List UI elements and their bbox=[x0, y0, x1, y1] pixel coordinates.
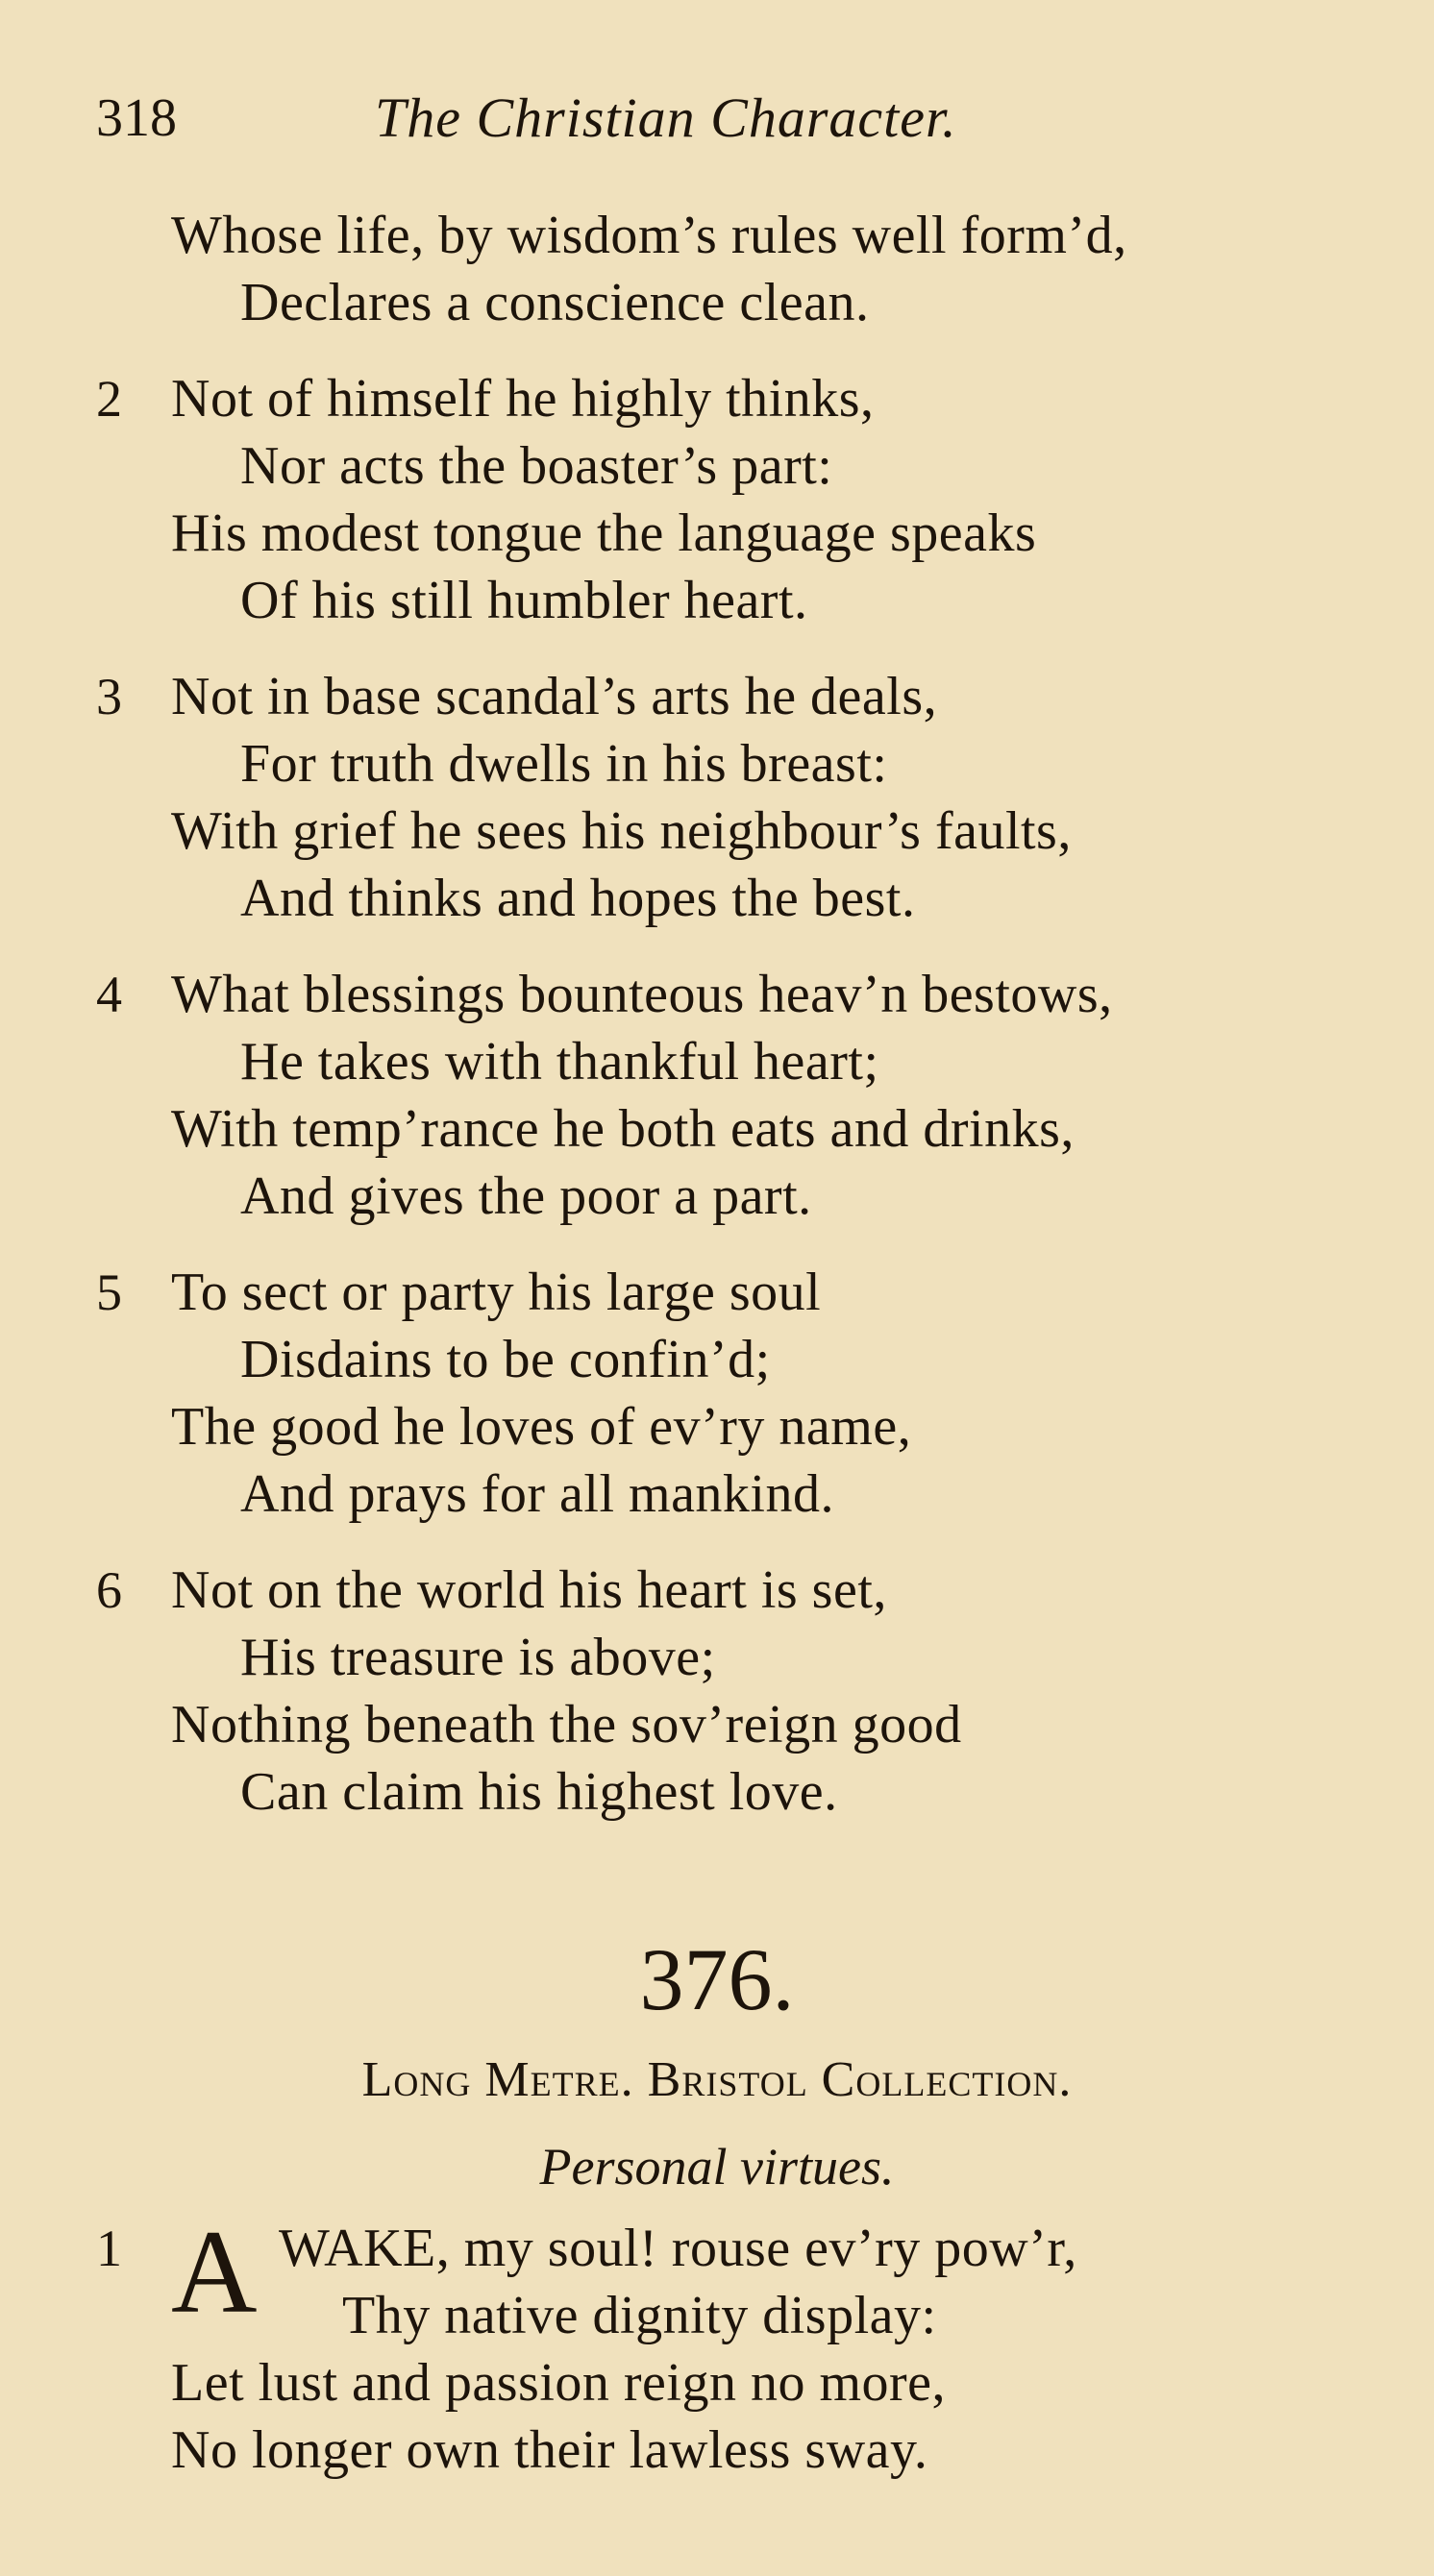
verse-line: Thy native dignity display: bbox=[342, 2286, 937, 2345]
verse-line: To sect or party his large soul bbox=[171, 1263, 822, 1322]
verse-line: Can claim his highest love. bbox=[240, 1762, 838, 1822]
verse-line: And thinks and hopes the best. bbox=[240, 869, 916, 928]
verse-line: WAKE, my soul! rouse ev’ry pow’r, bbox=[279, 2219, 1077, 2278]
verse-line: Disdains to be confin’d; bbox=[240, 1330, 771, 1389]
verse-line: Not in base scandal’s arts he deals, bbox=[171, 667, 938, 726]
verse-line: He takes with thankful heart; bbox=[240, 1032, 879, 1092]
hymn-number: 376. bbox=[639, 1930, 795, 2028]
drop-cap: A bbox=[171, 2206, 258, 2338]
hymn-meter: Long Metre. Bristol Collection. bbox=[361, 2052, 1073, 2107]
verse-line: Of his still humbler heart. bbox=[240, 571, 808, 630]
page-header bbox=[0, 85, 1434, 152]
verse-line: And gives the poor a part. bbox=[240, 1166, 812, 1226]
verse-line: No longer own their lawless sway. bbox=[171, 2420, 928, 2480]
stanza-number: 4 bbox=[96, 966, 122, 1023]
verse-line: With temp’rance he both eats and drinks, bbox=[171, 1099, 1075, 1159]
stanza-number: 2 bbox=[96, 370, 122, 428]
verse-line: What blessings bounteous heav’n bestows, bbox=[171, 965, 1113, 1024]
verse-line: And prays for all mankind. bbox=[240, 1464, 834, 1524]
stanza-number: 6 bbox=[96, 1561, 122, 1619]
verse-line: His modest tongue the language speaks bbox=[171, 503, 1037, 563]
verse-line: With grief he sees his neighbour’s faults, bbox=[171, 801, 1072, 861]
verse-line: The good he loves of ev’ry name, bbox=[171, 1397, 912, 1457]
verse-line: Nor acts the boaster’s part: bbox=[240, 436, 833, 496]
verse-line: Not on the world his heart is set, bbox=[171, 1560, 887, 1620]
verse-line: For truth dwells in his breast: bbox=[240, 734, 888, 794]
verse-line: Declares a conscience clean. bbox=[240, 273, 870, 332]
verse-line: Let lust and passion reign no more, bbox=[171, 2353, 947, 2413]
hymn-subject: Personal virtues. bbox=[539, 2138, 895, 2196]
verse-line: His treasure is above; bbox=[240, 1628, 716, 1687]
running-title: The Christian Character. bbox=[375, 86, 957, 149]
stanza-number: 5 bbox=[96, 1263, 122, 1321]
stanza-number: 1 bbox=[96, 2220, 122, 2277]
verse-line: Whose life, by wisdom’s rules well form’d, bbox=[171, 206, 1127, 265]
verse-line: Not of himself he highly thinks, bbox=[171, 369, 875, 429]
stanza-number: 3 bbox=[96, 668, 122, 725]
verse-line: Nothing beneath the sov’reign good bbox=[171, 1695, 962, 1754]
page-number: 318 bbox=[96, 88, 177, 148]
